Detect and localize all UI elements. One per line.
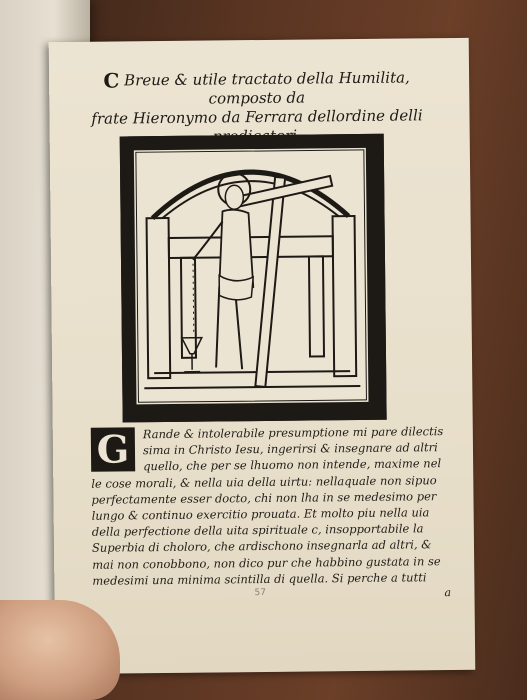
woodcut-illustration bbox=[120, 134, 387, 423]
illuminated-initial: G bbox=[91, 427, 135, 471]
body-line-1: Rande & intolerabile presumptione mi pare dilectis bbox=[142, 424, 444, 442]
body-line-10: medesimi una minima scintilla di quella. Si perche a tutti bbox=[92, 570, 427, 588]
body-line-5: perfectamente esser docto, chi non lha in se medesimo per bbox=[91, 488, 437, 507]
body-line-9: mai non conobbono, non dico pur che habbino gustata in se bbox=[92, 553, 441, 572]
title-line-1: Breue & utile tractato della Humilita, composto da bbox=[124, 68, 410, 108]
title-line-2: frate Hieronymo da Ferrara dellordine delli bbox=[91, 106, 423, 128]
title-pilcrow: C bbox=[103, 68, 120, 93]
signature-mark: a bbox=[444, 586, 452, 600]
body-line-8: Superbia di choloro, che ardischono insegnarla ad altri, & bbox=[91, 537, 432, 556]
body-line-2: sima in Christo Iesu, ingerirsi & insegnare ad altri bbox=[142, 440, 438, 458]
body-text bbox=[91, 423, 443, 589]
body-line-7: della perfectione della uita spirituale c, insopportabile la bbox=[91, 521, 424, 540]
body-line-4: le cose morali, & nella uia della uirtu: nellaquale non sipuo bbox=[91, 472, 437, 491]
book-page bbox=[49, 38, 476, 674]
body-line-6: lungo & continuo exercitio prouata. Et molto piu nella uia bbox=[91, 505, 430, 523]
pencil-note: 57 bbox=[254, 587, 266, 599]
body-line-3: quello, che per se lhuomo non intende, maxime nel bbox=[143, 456, 442, 474]
